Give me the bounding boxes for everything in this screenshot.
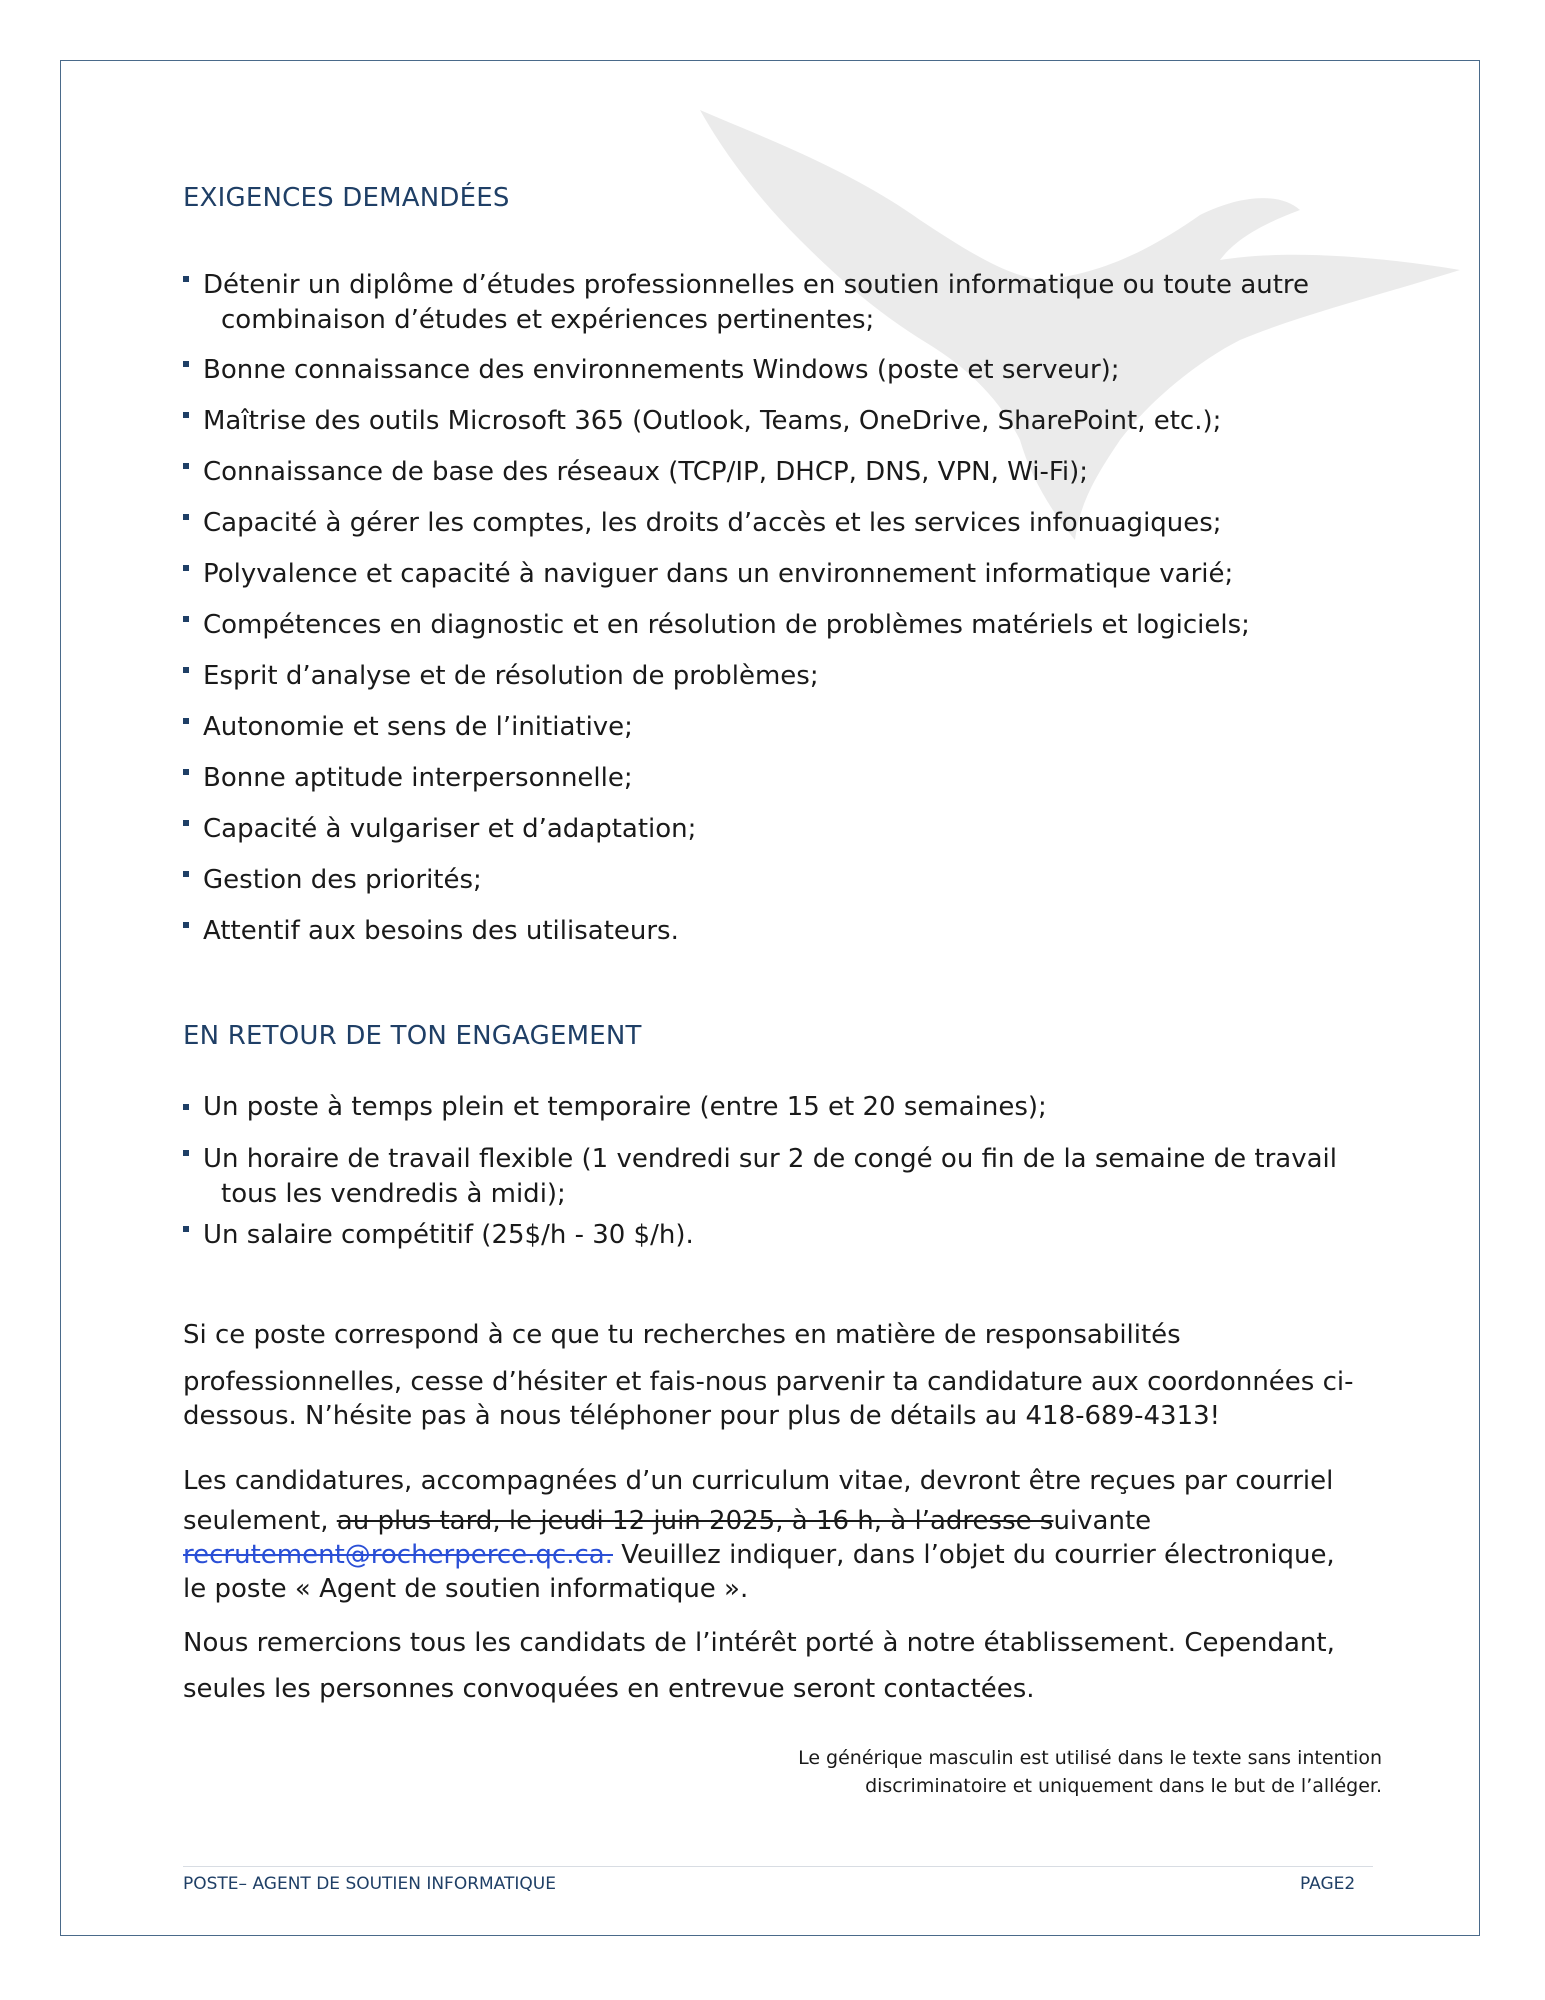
list-item: Bonne aptitude interpersonnelle;: [183, 761, 1383, 796]
application-instructions-paragraph: Les candidatures, accompagnées d’un curriculum vitae, devront être reçues par courriel seulement, au plus tard, le jeudi 12 juin 2025, à 16 h, à l’adresse suivante recrutement@rocherperce.qc.ca. Veuillez indiquer, dans l’objet du courrier électronique, le poste « Agent de soutien informatique ».: [183, 1466, 1335, 1604]
square-bullet-icon: [183, 667, 189, 673]
square-bullet-icon: [183, 514, 189, 520]
footer-page-number: PAGE2: [1300, 1874, 1356, 1894]
square-bullet-icon: [183, 1104, 189, 1110]
list-item: Un horaire de travail flexible (1 vendredi sur 2 de congé ou fin de la semaine de travail tous les vendredis à midi);: [183, 1142, 1383, 1212]
list-item: Détenir un diplôme d’études professionnelles en soutien informatique ou toute autre combinaison d’études et expériences pertinentes;: [183, 268, 1383, 338]
square-bullet-icon: [183, 412, 189, 418]
requirements-title: EXIGENCES DEMANDÉES: [183, 183, 510, 213]
square-bullet-icon: [183, 616, 189, 622]
list-item: Compétences en diagnostic et en résolution de problèmes matériels et logiciels;: [183, 608, 1383, 643]
list-item: Capacité à vulgariser et d’adaptation;: [183, 812, 1383, 847]
square-bullet-icon: [183, 276, 189, 282]
list-item: Maîtrise des outils Microsoft 365 (Outlook, Teams, OneDrive, SharePoint, etc.);: [183, 404, 1383, 439]
square-bullet-icon: [183, 463, 189, 469]
square-bullet-icon: [183, 565, 189, 571]
list-item: Autonomie et sens de l’initiative;: [183, 710, 1383, 745]
square-bullet-icon: [183, 922, 189, 928]
square-bullet-icon: [183, 1226, 189, 1232]
application-invitation-paragraph: Si ce poste correspond à ce que tu recherches en matière de responsabilités professionnelles, cesse d’hésiter et fais-nous parvenir ta candidature aux coordonnées ci- dessous. N’hésite pas à nous téléphoner pour plus de détails au 418-689-4313!: [183, 1320, 1354, 1431]
struck-deadline-text: au plus tard, le jeudi 12 juin 2025, à 16 h, à l’adresse s: [336, 1506, 1054, 1536]
list-item: Un salaire compétitif (25$/h - 30 $/h).: [183, 1218, 1383, 1253]
list-item: Polyvalence et capacité à naviguer dans un environnement informatique varié;: [183, 557, 1383, 592]
square-bullet-icon: [183, 820, 189, 826]
list-item: Capacité à gérer les comptes, les droits d’accès et les services infonuagiques;: [183, 506, 1383, 541]
list-item: Attentif aux besoins des utilisateurs.: [183, 914, 1383, 949]
footer-divider: [183, 1866, 1373, 1867]
square-bullet-icon: [183, 361, 189, 367]
benefits-list: [183, 1090, 1383, 1253]
list-item: Gestion des priorités;: [183, 863, 1383, 898]
list-item: Bonne connaissance des environnements Windows (poste et serveur);: [183, 353, 1383, 388]
gender-disclaimer: Le générique masculin est utilisé dans le texte sans intention discriminatoire et uniquement dans le but de l’alléger.: [798, 1747, 1382, 1797]
list-item: Connaissance de base des réseaux (TCP/IP, DHCP, DNS, VPN, Wi-Fi);: [183, 455, 1383, 490]
requirements-list: [183, 268, 1383, 949]
list-item: Esprit d’analyse et de résolution de problèmes;: [183, 659, 1383, 694]
recruitment-email-link[interactable]: recrutement@rocherperce.qc.ca.: [183, 1540, 613, 1570]
footer-job-title: POSTE– AGENT DE SOUTIEN INFORMATIQUE: [183, 1874, 556, 1894]
square-bullet-icon: [183, 1150, 189, 1156]
square-bullet-icon: [183, 871, 189, 877]
square-bullet-icon: [183, 769, 189, 775]
square-bullet-icon: [183, 718, 189, 724]
thanks-paragraph: Nous remercions tous les candidats de l’intérêt porté à notre établissement. Cependant, seules les personnes convoquées en entrevue seront contactées.: [183, 1628, 1335, 1704]
list-item: Un poste à temps plein et temporaire (entre 15 et 20 semaines);: [183, 1090, 1383, 1125]
benefits-title: EN RETOUR DE TON ENGAGEMENT: [183, 1021, 642, 1051]
